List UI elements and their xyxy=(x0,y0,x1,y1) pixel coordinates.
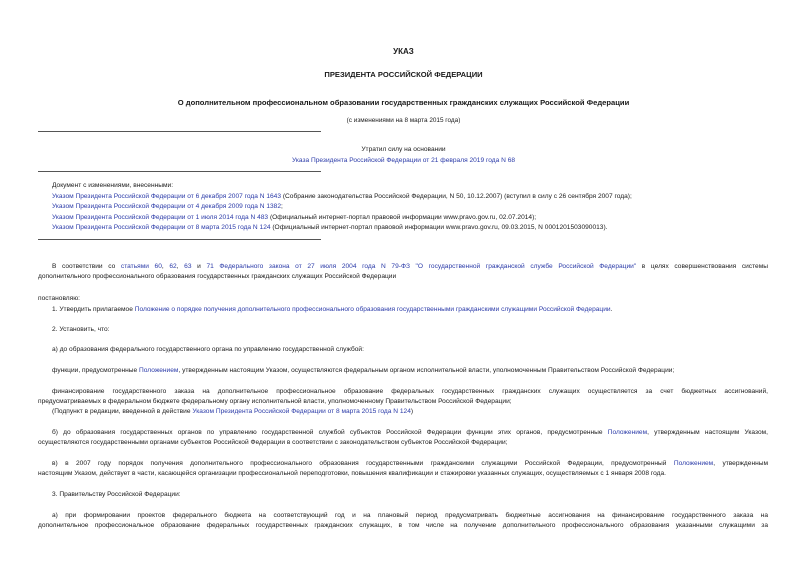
regulation-link[interactable]: Положение о порядке получения дополнительного профессионального образования государственными гражданскими служащими Российской Федерации xyxy=(134,306,611,313)
amendment-link[interactable]: Указом Президента Российской Федерации от 1 июля 2014 года N 483 xyxy=(52,214,269,221)
text: ) xyxy=(410,408,414,415)
clause-2b xyxy=(52,429,768,438)
separator-line xyxy=(38,171,321,172)
changes-item xyxy=(52,193,632,202)
amendment-source: ; xyxy=(281,203,283,210)
amendment-source: (Официальный интернет-портал правовой информации www.pravo.gov.ru, 09.03.2015, N 0001201503090013). xyxy=(270,224,608,231)
doc-type-title: УКАЗ xyxy=(393,47,414,56)
text: в целях совершенствования системы xyxy=(636,263,768,270)
text: функции, предусмотренные xyxy=(52,367,140,374)
regulation-link[interactable]: Положением xyxy=(673,460,714,467)
text: . xyxy=(610,306,613,313)
clause-3: 3. Правительству Российской Федерации: xyxy=(52,491,181,498)
amendment-note xyxy=(52,408,413,417)
law-article-link[interactable]: 71 xyxy=(206,263,214,270)
law-article-link[interactable]: 62 xyxy=(169,263,177,270)
amendment-link[interactable]: Указом Президента Российской Федерации от 8 марта 2015 года N 124 xyxy=(192,408,411,415)
amendment-source: (Официальный интернет-портал правовой информации www.pravo.gov.ru, 02.07.2014); xyxy=(268,214,537,221)
text: , утвержденным xyxy=(713,460,768,467)
clause-2a: а) до образования федерального государственного органа по управлению государственной службой: xyxy=(52,346,364,353)
decree-word: постановляю: xyxy=(38,295,81,302)
text: , xyxy=(161,263,170,270)
clause-2a-functions xyxy=(52,367,674,376)
law-article-link[interactable]: статьями 60 xyxy=(120,263,162,270)
preamble-line: дополнительного профессионального образования государственных гражданских служащих Российской Федерации xyxy=(38,273,397,280)
separator-line xyxy=(38,239,321,240)
text: 1. Утвердить прилагаемое xyxy=(52,306,135,313)
law-article-link[interactable]: 63 xyxy=(184,263,192,270)
text: , утвержденным настоящим Указом, осуществляются федеральным органом исполнительной власти, уполномоченным Правительством Российской Федерации; xyxy=(178,367,675,374)
clause-3a: дополнительное профессиональное образование федеральных государственных гражданских служащих, в том числе на получение дополнительного профессионального образования указанными служащими за xyxy=(38,522,768,529)
clause-2a-financing: предусматриваемых в федеральном бюджете федеральному органу исполнительной власти, уполномоченному Правительством Российской Федерации; xyxy=(38,398,512,405)
changes-item xyxy=(52,214,536,223)
preamble-line xyxy=(52,263,768,272)
clause-1 xyxy=(52,306,612,315)
lost-force-label: Утратил силу на основании xyxy=(361,146,446,153)
changes-item xyxy=(52,224,607,233)
amendment-source: (Собрание законодательства Российской Федерации, N 50, 10.12.2007) (вступил в силу с 26 сентября 2007 года); xyxy=(281,193,632,200)
clause-2: 2. Установить, что: xyxy=(52,326,110,333)
amendment-link[interactable]: Указом Президента Российской Федерации от 8 марта 2015 года N 124 xyxy=(52,224,271,231)
amendment-link[interactable]: Указом Президента Российской Федерации от 4 декабря 2009 года N 1382 xyxy=(52,203,282,210)
document-title: О дополнительном профессиональном образовании государственных гражданских служащих Российской Федерации xyxy=(177,98,630,107)
clause-2a-financing: финансирование государственного заказа на дополнительное профессиональное образование федеральных государственных гражданских служащих осуществляется за счет бюджетных ассигнований, xyxy=(52,388,768,395)
federal-law-link[interactable]: Федерального закона от 27 июля 2004 года N 79-ФЗ "О государственной гражданской службе Российской Федерации" xyxy=(219,263,637,270)
changes-intro: Документ с изменениями, внесенными: xyxy=(52,182,174,189)
issuer-title: ПРЕЗИДЕНТА РОССИЙСКОЙ ФЕДЕРАЦИИ xyxy=(324,70,483,79)
separator-line xyxy=(38,131,321,132)
clause-2c: настоящим Указом, действует в части, касающейся организации профессиональной переподготовки, повышения квалификации и стажировки указанных служащих, осуществляемых с 1 января 2008 года. xyxy=(38,470,666,477)
text: , утвержденным настоящим Указом, xyxy=(647,429,768,436)
text: и xyxy=(191,263,207,270)
text: в) в 2007 году порядок получения дополнительного профессионального образования государственными гражданскими служащими Российской Федерации, предусмотренный xyxy=(52,460,674,467)
text: , xyxy=(176,263,185,270)
regulation-link[interactable]: Положением xyxy=(139,367,179,374)
edition-note: (с изменениями на 8 марта 2015 года) xyxy=(346,117,461,124)
amendment-link[interactable]: Указом Президента Российской Федерации от 6 декабря 2007 года N 1643 xyxy=(52,193,282,200)
clause-2b: осуществляются государственными органами субъектов Российской Федерации в соответствии с законодательством субъектов Российской Федерации; xyxy=(38,439,508,446)
lost-force-block xyxy=(0,157,807,166)
text: (Подпункт в редакции, введенной в действие xyxy=(52,408,193,415)
text: б) до образования государственных органов по управлению государственной службой субъектов Российской Федерации функции этих органов, предусмотренные xyxy=(52,429,608,436)
changes-item xyxy=(52,203,283,212)
clause-3a: а) при формировании проектов федерального бюджета на соответствующий год и на плановый период предусматривать бюджетные ассигнования на финансирование государственного заказа на xyxy=(52,512,768,519)
clause-2c xyxy=(52,460,768,469)
text: В соответствии со xyxy=(52,263,121,270)
regulation-link[interactable]: Положением xyxy=(607,429,648,436)
lost-force-link[interactable]: Указа Президента Российской Федерации от 21 февраля 2019 года N 68 xyxy=(291,157,516,164)
